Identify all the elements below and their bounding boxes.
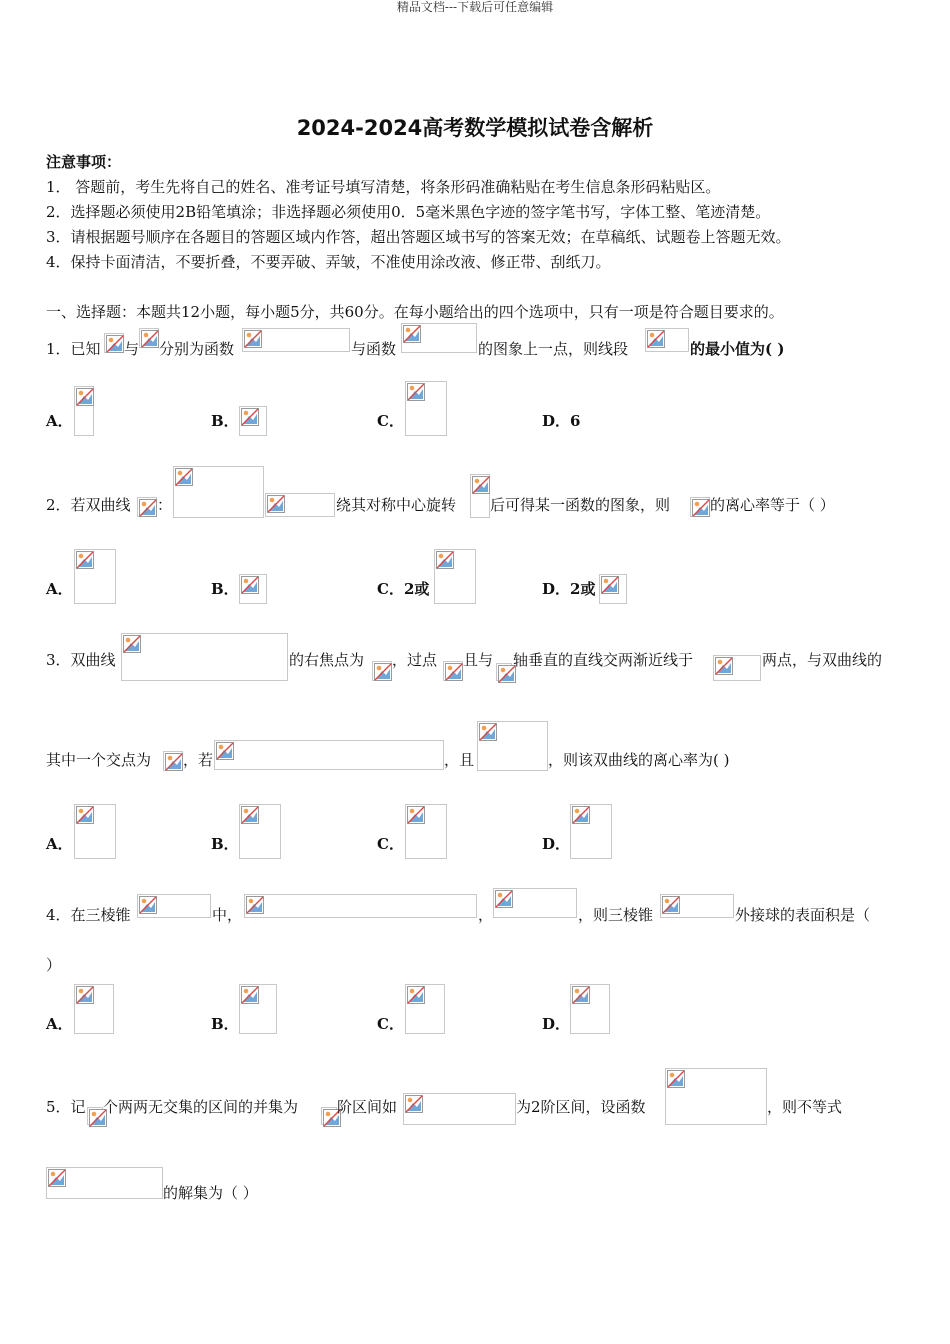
q3-text: ，且 bbox=[444, 751, 475, 769]
image-placeholder bbox=[403, 1093, 516, 1125]
option-b: B． bbox=[211, 580, 239, 598]
broken-image-icon bbox=[246, 896, 264, 914]
note-item: 1． 答题前，考生先将自己的姓名、准考证号填写清楚，将条形码准确粘贴在考生信息条形码粘贴区。 bbox=[46, 178, 721, 196]
q3-text: 两点，与双曲线的 bbox=[762, 651, 883, 669]
q3-text: 且与 bbox=[463, 651, 494, 669]
broken-image-icon bbox=[139, 896, 157, 914]
image-placeholder bbox=[645, 328, 689, 352]
q4-text: 外接球的表面积是（ bbox=[735, 906, 871, 924]
image-placeholder bbox=[239, 574, 267, 604]
image-placeholder bbox=[74, 549, 116, 604]
broken-image-icon bbox=[445, 663, 463, 681]
image-placeholder bbox=[599, 574, 627, 604]
q2-text: 绕其对称中心旋转 bbox=[336, 496, 457, 514]
q5-text: 阶区间如 bbox=[337, 1098, 398, 1116]
broken-image-icon bbox=[472, 476, 490, 494]
image-placeholder bbox=[239, 804, 281, 859]
q5-text: 个两两无交集的区间的并集为 bbox=[103, 1098, 299, 1116]
broken-image-icon bbox=[436, 551, 454, 569]
broken-image-icon bbox=[165, 753, 183, 771]
image-placeholder bbox=[139, 328, 159, 348]
note-item: 2．选择题必须使用2B铅笔填涂；非选择题必须使用0．5毫米黑色字迹的签字笔书写，字体工整、笔迹清楚。 bbox=[46, 203, 771, 221]
broken-image-icon bbox=[139, 499, 157, 517]
note-item: 3．请根据题号顺序在各题目的答题区域内作答，超出答题区域书写的答案无效；在草稿纸、试题卷上答题无效。 bbox=[46, 228, 791, 246]
image-placeholder bbox=[104, 333, 124, 353]
option-b: B． bbox=[211, 835, 239, 853]
notes-heading: 注意事项： bbox=[46, 153, 122, 171]
image-placeholder bbox=[405, 381, 447, 436]
image-placeholder bbox=[242, 328, 350, 352]
broken-image-icon bbox=[692, 499, 710, 517]
image-placeholder bbox=[570, 804, 612, 859]
image-placeholder bbox=[46, 1167, 163, 1199]
header-note: 精品文档---下载后可任意编辑 bbox=[396, 0, 554, 14]
image-placeholder bbox=[405, 984, 445, 1034]
q1-text: 的图象上一点，则线段 bbox=[478, 340, 629, 358]
q2-text: 2．若双曲线 bbox=[46, 496, 131, 514]
image-placeholder bbox=[496, 663, 512, 681]
image-placeholder bbox=[434, 549, 476, 604]
image-placeholder bbox=[163, 751, 183, 771]
broken-image-icon bbox=[572, 986, 590, 1004]
q5-text: 5．记 bbox=[46, 1098, 86, 1116]
q1-text: 与 bbox=[124, 340, 140, 358]
image-placeholder bbox=[121, 633, 288, 681]
option-c: C． bbox=[377, 412, 404, 430]
image-placeholder bbox=[265, 493, 335, 517]
option-b: B． bbox=[211, 412, 239, 430]
broken-image-icon bbox=[241, 806, 259, 824]
broken-image-icon bbox=[715, 657, 733, 675]
broken-image-icon bbox=[141, 330, 159, 348]
option-c: C． bbox=[377, 835, 404, 853]
broken-image-icon bbox=[647, 330, 665, 348]
broken-image-icon bbox=[76, 986, 94, 1004]
broken-image-icon bbox=[216, 742, 234, 760]
broken-image-icon bbox=[241, 576, 259, 594]
option-a: A． bbox=[46, 580, 73, 598]
broken-image-icon bbox=[495, 890, 513, 908]
broken-image-icon bbox=[407, 383, 425, 401]
q4-text: 中， bbox=[212, 906, 243, 924]
q2-text: ： bbox=[157, 496, 173, 514]
broken-image-icon bbox=[244, 330, 262, 348]
broken-image-icon bbox=[241, 408, 259, 426]
image-placeholder bbox=[570, 984, 610, 1034]
q3-text: ，过点 bbox=[392, 651, 438, 669]
image-placeholder bbox=[713, 655, 761, 681]
broken-image-icon bbox=[601, 576, 619, 594]
option-a: A． bbox=[46, 412, 73, 430]
image-placeholder bbox=[239, 984, 277, 1034]
q3-text: ，若 bbox=[183, 751, 214, 769]
broken-image-icon bbox=[407, 986, 425, 1004]
image-placeholder bbox=[87, 1107, 103, 1125]
q1-text: 分别为函数 bbox=[159, 340, 235, 358]
option-c: C．2或 bbox=[377, 580, 430, 598]
page-title: 2024-2024高考数学模拟试卷含解析 bbox=[296, 116, 654, 140]
broken-image-icon bbox=[76, 388, 94, 406]
q4-text: ） bbox=[46, 956, 62, 974]
broken-image-icon bbox=[76, 551, 94, 569]
broken-image-icon bbox=[267, 495, 285, 513]
broken-image-icon bbox=[572, 806, 590, 824]
option-d: D． bbox=[542, 1015, 571, 1033]
option-a: A． bbox=[46, 1015, 73, 1033]
image-placeholder bbox=[244, 894, 477, 918]
option-a: A． bbox=[46, 835, 73, 853]
image-placeholder bbox=[173, 466, 264, 518]
broken-image-icon bbox=[403, 325, 421, 343]
option-b: B． bbox=[211, 1015, 239, 1033]
image-placeholder bbox=[372, 661, 392, 681]
broken-image-icon bbox=[405, 1095, 423, 1113]
image-placeholder bbox=[214, 740, 444, 770]
note-item: 4．保持卡面清洁，不要折叠，不要弄破、弄皱，不准使用涂改液、修正带、刮纸刀。 bbox=[46, 253, 611, 271]
q4-text: ，则三棱锥 bbox=[578, 906, 654, 924]
option-d: D．6 bbox=[542, 412, 581, 430]
q5-text: 为2阶区间，设函数 bbox=[516, 1098, 646, 1116]
q2-text: 的离心率等于（ ） bbox=[710, 496, 835, 514]
image-placeholder bbox=[137, 894, 211, 918]
q5-text: ，则不等式 bbox=[767, 1098, 843, 1116]
q1-text: 与函数 bbox=[351, 340, 397, 358]
q3-text: 其中一个交点为 bbox=[46, 751, 152, 769]
broken-image-icon bbox=[48, 1169, 66, 1187]
image-placeholder bbox=[74, 386, 94, 436]
option-d: D．2或 bbox=[542, 580, 596, 598]
q4-text: 4．在三棱锥 bbox=[46, 906, 131, 924]
broken-image-icon bbox=[374, 663, 392, 681]
q4-text: ， bbox=[478, 906, 494, 924]
image-placeholder bbox=[74, 984, 114, 1034]
image-placeholder bbox=[74, 804, 116, 859]
q3-text: 3．双曲线 bbox=[46, 651, 116, 669]
image-placeholder bbox=[470, 474, 490, 518]
image-placeholder bbox=[239, 406, 267, 436]
image-placeholder bbox=[321, 1107, 337, 1125]
q3-text: 的右焦点为 bbox=[289, 651, 365, 669]
section-heading: 一、选择题：本题共12小题，每小题5分，共60分。在每小题给出的四个选项中，只有一项是符合题目要求的。 bbox=[46, 303, 784, 321]
image-placeholder bbox=[665, 1068, 767, 1125]
option-c: C． bbox=[377, 1015, 404, 1033]
broken-image-icon bbox=[667, 1070, 685, 1088]
image-placeholder bbox=[443, 661, 463, 681]
image-placeholder bbox=[690, 497, 710, 517]
q5-text: 的解集为（ ） bbox=[163, 1184, 258, 1202]
q3-text: 轴垂直的直线交两渐近线于 bbox=[513, 651, 694, 669]
broken-image-icon bbox=[407, 806, 425, 824]
broken-image-icon bbox=[175, 468, 193, 486]
broken-image-icon bbox=[662, 896, 680, 914]
image-placeholder bbox=[401, 323, 477, 353]
image-placeholder bbox=[477, 721, 548, 771]
broken-image-icon bbox=[123, 635, 141, 653]
image-placeholder bbox=[405, 804, 447, 859]
broken-image-icon bbox=[241, 986, 259, 1004]
broken-image-icon bbox=[479, 723, 497, 741]
image-placeholder bbox=[137, 497, 157, 517]
q2-text: 后可得某一函数的图象，则 bbox=[490, 496, 671, 514]
q3-text: ，则该双曲线的离心率为( ) bbox=[548, 751, 730, 769]
image-placeholder bbox=[660, 894, 734, 918]
broken-image-icon bbox=[106, 335, 124, 353]
broken-image-icon bbox=[76, 806, 94, 824]
q1-text: 1．已知 bbox=[46, 340, 101, 358]
option-d: D． bbox=[542, 835, 571, 853]
q1-text: 的最小值为( ) bbox=[690, 340, 785, 358]
image-placeholder bbox=[493, 888, 577, 918]
